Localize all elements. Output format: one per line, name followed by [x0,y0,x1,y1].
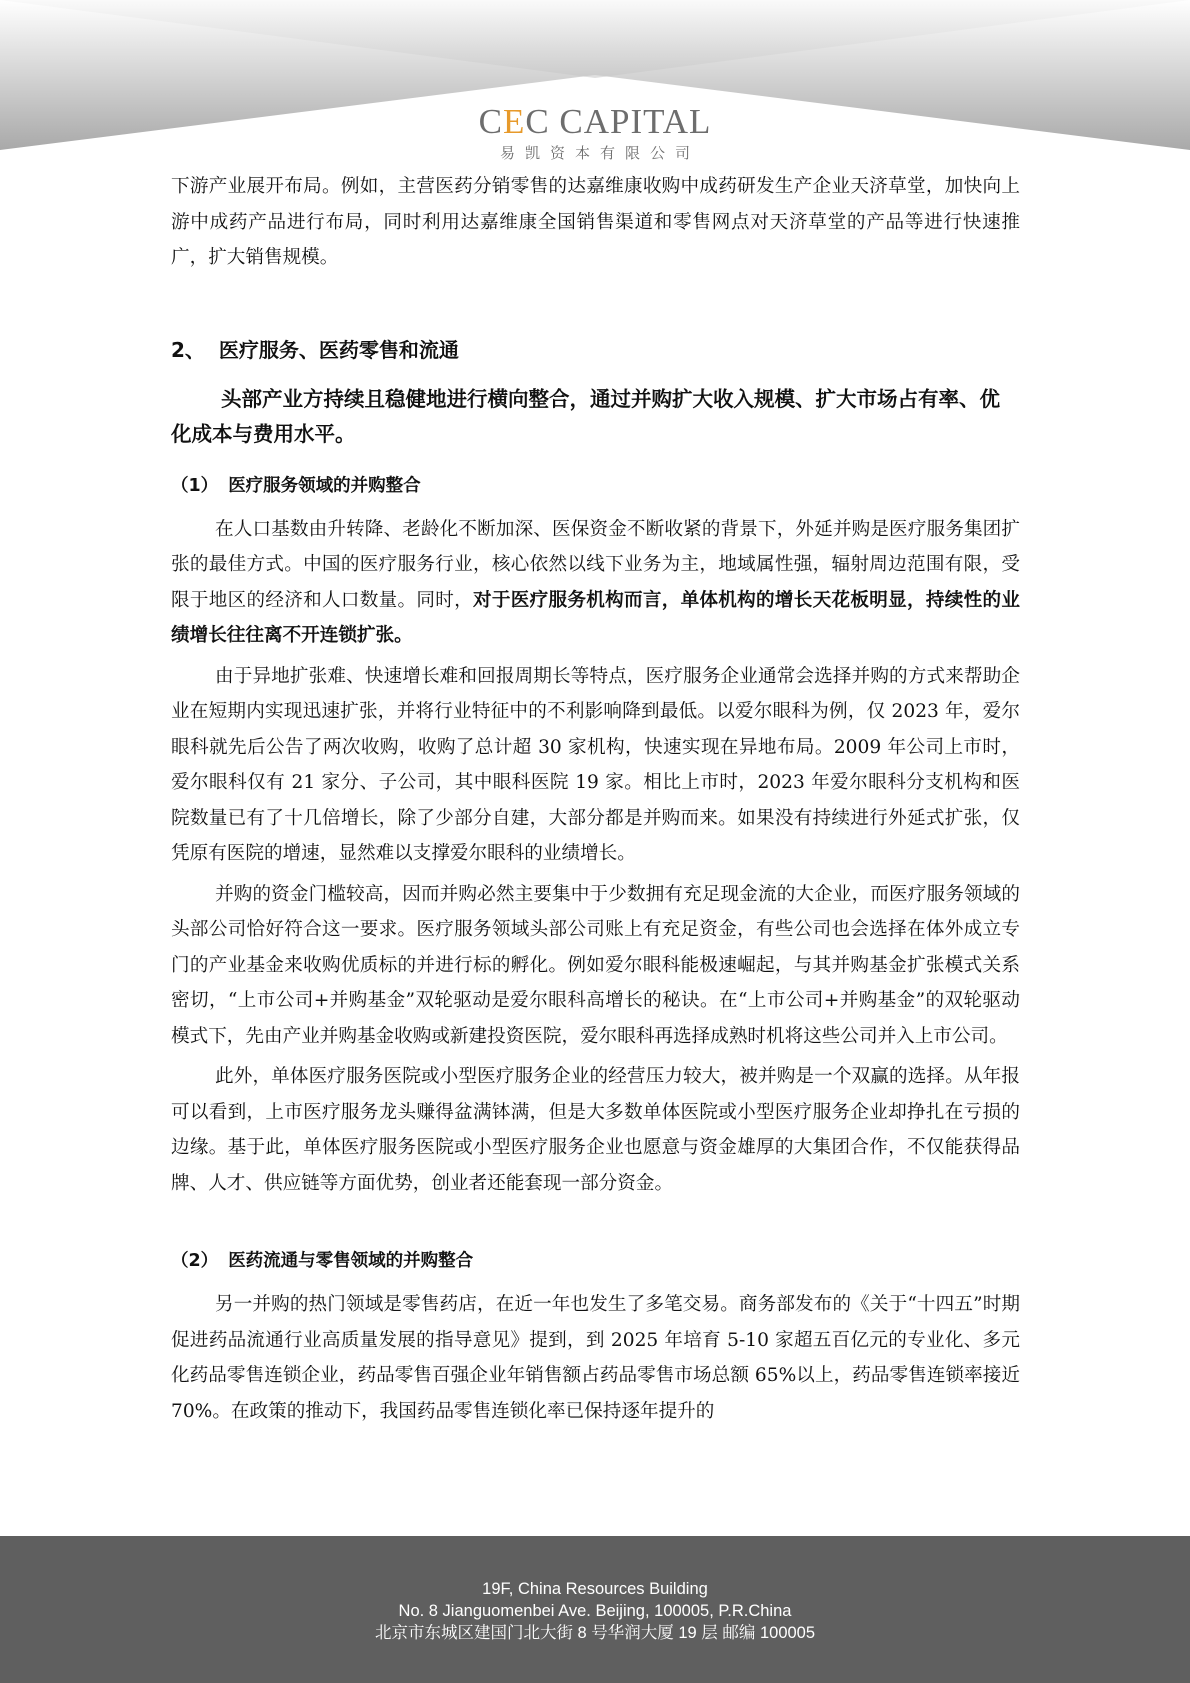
section-number: 2、 [171,337,205,362]
sub1-paragraph-4: 此外，单体医疗服务医院或小型医疗服务企业的经营压力较大，被并购是一个双赢的选择。从年报可以看到，上市医疗服务龙头赚得盆满钵满，但是大多数单体医院或小型医疗服务企业却挣扎在亏损的边缘。基于此，单体医疗服务医院或小型医疗服务企业也愿意与资金雄厚的大集团合作，不仅能获得品牌、人才、供应链等方面优势，创业者还能套现一部分资金。 [171,1066,1020,1194]
footer-address-line-3: 北京市东城区建国门北大街 8 号华润大厦 19 层 邮编 100005 [374,1624,816,1642]
sub2-paragraph-1: 另一并购的热门领域是零售药店，在近一年也发生了多笔交易。商务部发布的《关于“十四五”时期促进药品流通行业高质量发展的指导意见》提到，到 2025 年培育 5-10 家超五百亿元的专业化、多元化药品零售连锁企业，药品零售百强企业年销售额占药品零售市场总额 65%以上，药品零售连锁率接近 70%。在政策的推动下，我国药品零售连锁化率已保持逐年提升的 [171,1294,1020,1422]
sub1-paragraph-1: 在人口基数由升转降、老龄化不断加深、医保资金不断收紧的背景下，外延并购是医疗服务集团扩张的最佳方式。中国的医疗服务行业，核心依然以线下业务为主，地域属性强，辐射周边范围有限，受限于地区的经济和人口数量。同时，对于医疗服务机构而言，单体机构的增长天花板明显，持续性的业绩增长往往离不开连锁扩张。 [171,518,1020,646]
subsection-1-title: 医疗服务领域的并购整合 [228,475,421,496]
subsection-2-heading [171,1247,1020,1275]
sub1-paragraph-3: 并购的资金门槛较高，因而并购必然主要集中于少数拥有充足现金流的大企业，而医疗服务领域的头部公司恰好符合这一要求。医疗服务领域头部公司账上有充足资金，有些公司也会选择在体外成立专门的产业基金来收购优质标的并进行标的孵化。例如爱尔眼科能极速崛起，与其并购基金扩张模式关系密切，“上市公司+并购基金”双轮驱动是爱尔眼科高增长的秘诀。在“上市公司+并购基金”的双轮驱动模式下，先由产业并购基金收购或新建投资医院，爱尔眼科再选择成熟时机将这些公司并入上市公司。 [171,883,1020,1047]
intro-paragraph: 下游产业展开布局。例如，主营医药分销零售的达嘉维康收购中成药研发生产企业天济草堂，加快向上游中成药产品进行布局，同时利用达嘉维康全国销售渠道和零售网点对天济草堂的产品等进行快速推广，扩大销售规模。 [171,176,1020,268]
sub1-emphasis: 对于医疗服务机构而言，单体机构的增长天花板明显，持续性的业绩增长往往离不开连锁扩张。 [171,589,1020,646]
section-lead: 头部产业方持续且稳健地进行横向整合，通过并购扩大收入规模、扩大市场占有率、优化成本与费用水平。 [171,386,1000,446]
footer-address-line-2: No. 8 Jianguomenbei Ave. Beijing, 100005, P.R.China [398,1602,792,1620]
subsection-2-title: 医药流通与零售领域的并购整合 [228,1251,474,1271]
footer-address-line-1: 19F, China Resources Building [482,1580,708,1598]
section-heading [171,336,1020,364]
logo-accent-letter: E [502,102,526,141]
subsection-2-number: （2） [171,1251,219,1271]
document-body [171,169,1020,1429]
company-logo [0,104,1190,164]
section-title: 医疗服务、医药零售和流通 [218,337,459,362]
page-footer [0,1536,1190,1683]
subsection-1-heading [171,472,1020,500]
subsection-1-number: （1） [171,475,219,496]
logo-wordmark: CEC CAPITAL [478,102,712,141]
sub1-paragraph-2: 由于异地扩张难、快速增长难和回报周期长等特点，医疗服务企业通常会选择并购的方式来帮助企业在短期内实现迅速扩张，并将行业特征中的不利影响降到最低。以爱尔眼科为例，仅 2023 年，爱尔眼科就先后公告了两次收购，收购了总计超 30 家机构，快速实现在异地布局。2009 年公司上市时，爱尔眼科仅有 21 家分、子公司，其中眼科医院 19 家。相比上市时，2023 年爱尔眼科分支机构和医院数量已有了十几倍增长，除了少部分自建，大部分都是并购而来。如果没有持续进行外延式扩张，仅凭原有医院的增速，显然难以支撑爱尔眼科的业绩增长。 [171,665,1020,864]
logo-subtitle: 易凯资本有限公司 [499,144,700,162]
